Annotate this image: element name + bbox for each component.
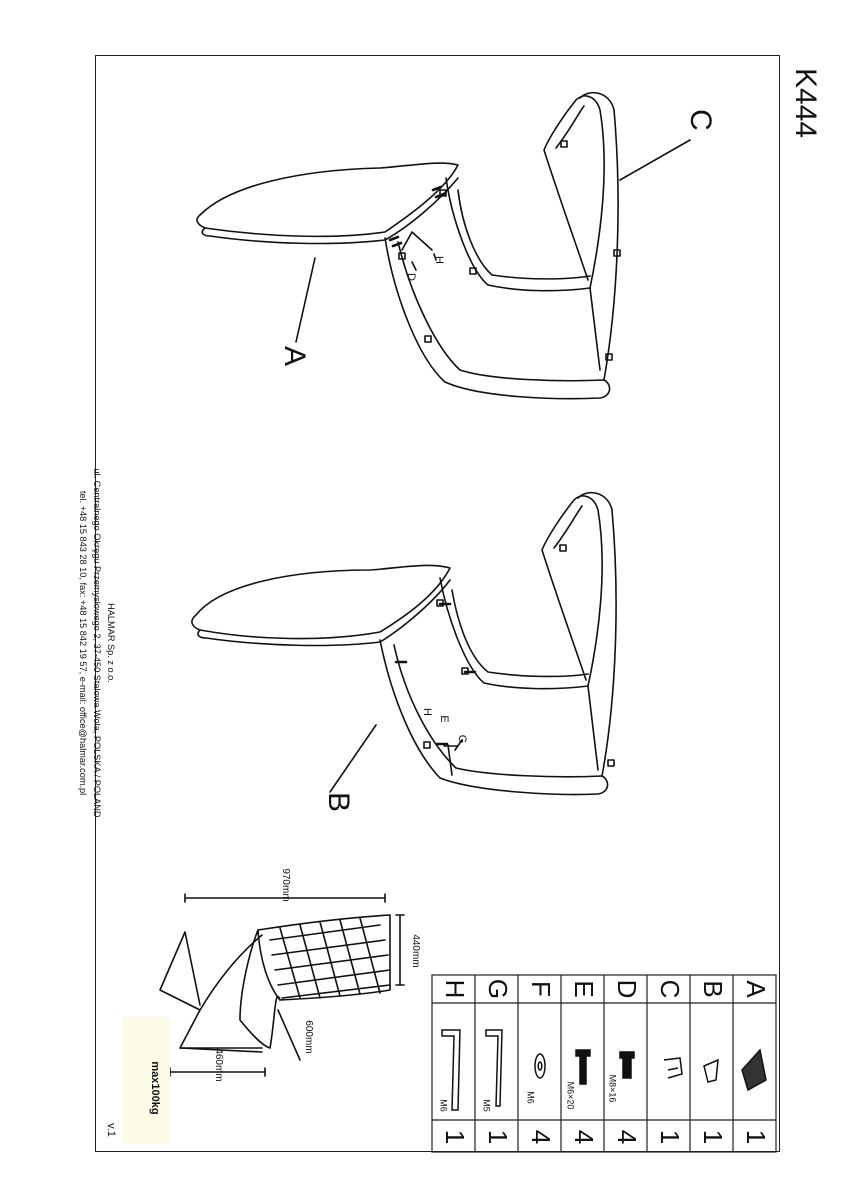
drawing-step-1 bbox=[197, 93, 690, 399]
part-size: M5 bbox=[481, 1099, 492, 1112]
part-letter: A bbox=[741, 980, 771, 998]
part-qty: 4 bbox=[569, 1129, 599, 1145]
part-qty: 1 bbox=[483, 1129, 513, 1145]
seat-part-icon bbox=[742, 1050, 766, 1090]
company-name: HALMAR Sp. z o.o. bbox=[106, 603, 116, 683]
max-load-label: max100kg bbox=[149, 1061, 161, 1115]
dim-height: 440mm bbox=[410, 934, 421, 968]
frame-part-icon bbox=[664, 1058, 682, 1078]
part-size: M6×20 bbox=[565, 1081, 576, 1110]
washer-icon bbox=[535, 1054, 545, 1078]
dim-width: 970mm bbox=[280, 868, 291, 902]
bolt-m8-icon bbox=[620, 1052, 634, 1078]
bolt-m6-icon bbox=[576, 1050, 590, 1084]
company-contact: tel. +48 15 843 28 10, fax: +48 15 842 19 57, e-mail: office@halmar.com.pl bbox=[78, 490, 88, 796]
label-b: B bbox=[322, 791, 355, 812]
part-letter: D bbox=[612, 979, 642, 999]
label-g: G bbox=[456, 734, 468, 744]
drawing-step-2 bbox=[192, 493, 616, 795]
part-letter: E bbox=[569, 980, 599, 998]
part-letter: C bbox=[655, 979, 685, 999]
part-qty: 1 bbox=[698, 1129, 728, 1145]
company-info bbox=[58, 418, 118, 868]
label-e: E bbox=[438, 715, 450, 723]
label-h-bottom: H bbox=[421, 708, 433, 716]
dimension-drawing bbox=[160, 894, 404, 1076]
part-qty: 1 bbox=[440, 1129, 470, 1145]
version-label: v.1 bbox=[105, 1123, 117, 1137]
part-size: M6 bbox=[525, 1091, 536, 1104]
part-qty: 1 bbox=[655, 1129, 685, 1145]
part-qty: 4 bbox=[526, 1129, 556, 1145]
label-d: D bbox=[405, 273, 417, 281]
part-size: M6 bbox=[438, 1099, 449, 1112]
model-number: K444 bbox=[789, 68, 822, 139]
dim-seat: 460mm bbox=[213, 1048, 224, 1082]
part-letter: G bbox=[483, 978, 513, 1000]
part-size: M8×16 bbox=[607, 1074, 618, 1103]
part-letter: H bbox=[440, 979, 470, 999]
company-address: ul. Centralnego Okręgu Przemysłowego 2, 37-450 Stalowa Wola, POLSKA / POLAND bbox=[92, 468, 102, 818]
label-a: A bbox=[278, 345, 311, 366]
label-c: C bbox=[684, 109, 717, 131]
part-letter: F bbox=[526, 981, 556, 997]
part-qty: 1 bbox=[741, 1129, 771, 1145]
dim-depth: 600mm bbox=[303, 1020, 314, 1054]
label-h-top: H bbox=[433, 256, 445, 264]
part-qty: 4 bbox=[612, 1129, 642, 1145]
part-letter: B bbox=[698, 980, 728, 998]
bracket-part-icon bbox=[704, 1060, 718, 1082]
